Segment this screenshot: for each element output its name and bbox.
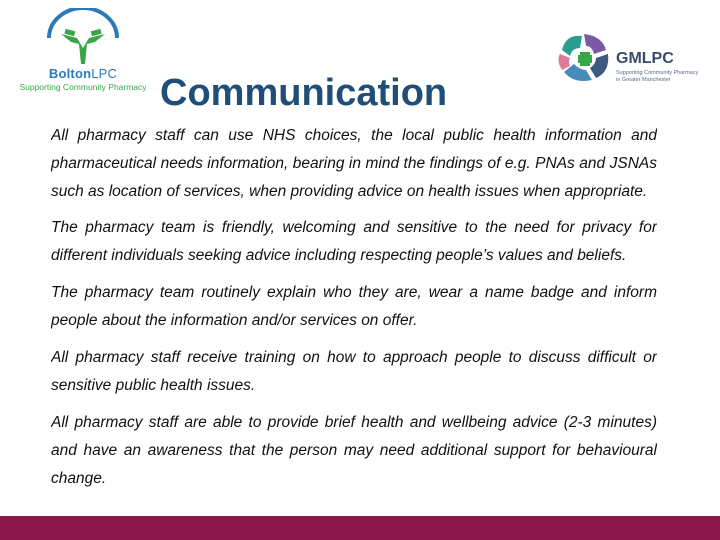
gmlpc-emblem-icon	[556, 30, 614, 86]
gmlpc-tagline: Supporting Community Pharmacy	[616, 70, 699, 76]
gmlpc-logo	[556, 30, 706, 90]
gmlpc-name: GMLPC	[616, 50, 674, 67]
body-paragraph: The pharmacy team routinely explain who they are, wear a name badge and inform people about the information and/or services on offer.	[51, 284, 657, 329]
footer-bar	[0, 516, 720, 540]
slide-body	[51, 122, 657, 514]
bolton-lpc-name: BoltonLPC	[48, 66, 118, 81]
gmlpc-tagline-region: in Greater Manchester	[616, 77, 671, 83]
bolton-lpc-logo	[8, 8, 158, 98]
body-paragraph: The pharmacy team is friendly, welcoming and sensitive to the need for privacy for different individuals seeking advice including respecting people’s values and beliefs.	[51, 219, 657, 264]
body-paragraph: All pharmacy staff can use NHS choices, the local public health information and pharmaceutical needs information, bearing in mind the findings of e.g. PNAs and JSNAs such as location of services, when providing advice on health issues when appropriate.	[51, 127, 657, 200]
slide-title: Communication	[160, 72, 448, 114]
body-paragraph: All pharmacy staff are able to provide brief health and wellbeing advice (2-3 minutes) and have an awareness that the person may need additional support for behavioural change.	[51, 414, 657, 487]
bolton-lpc-emblem-icon	[41, 8, 125, 66]
bolton-lpc-tagline: Supporting Community Pharmacy	[19, 82, 147, 92]
body-paragraph: All pharmacy staff receive training on how to approach people to discuss difficult or sensitive public health issues.	[51, 349, 657, 394]
